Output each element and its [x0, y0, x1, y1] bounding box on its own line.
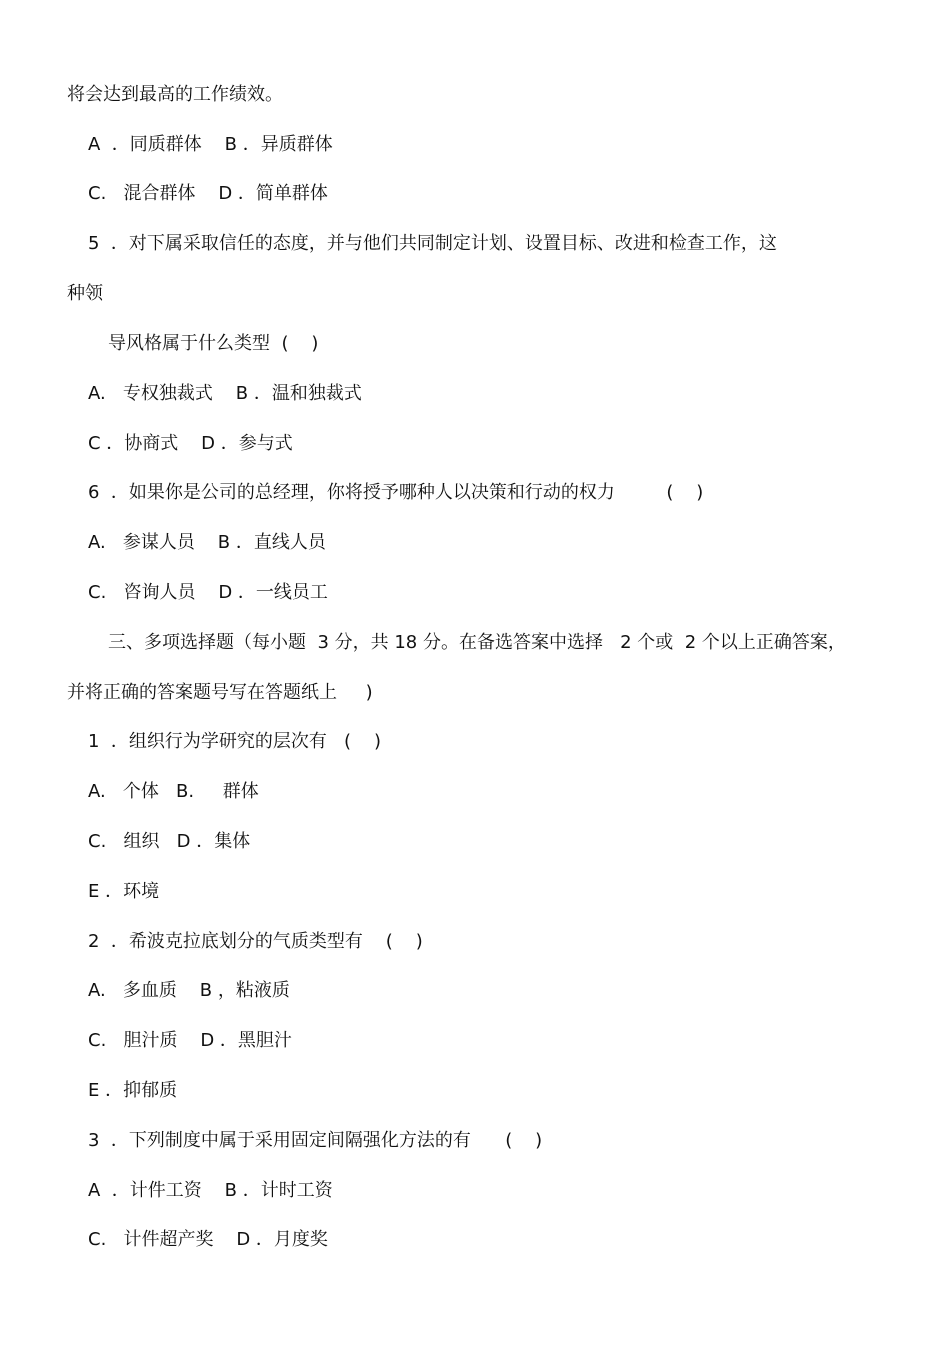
- option-line: C. 胆汁质 D ．黑胆汁: [88, 1030, 292, 1051]
- option-line: C. 计件超产奖 D ．月度奖: [88, 1229, 328, 1250]
- option-line: E ．环境: [88, 881, 160, 902]
- option-line: A ．计件工资 B ．计时工资: [88, 1180, 333, 1201]
- text-line: 并将正确的答案题号写在答题纸上 ): [67, 682, 373, 703]
- question-line: 3 ．下列制度中属于采用固定间隔强化方法的有 ( ): [88, 1130, 543, 1151]
- option-line: C. 混合群体 D ．简单群体: [88, 183, 328, 204]
- option-line: A ．同质群体 B ．异质群体: [88, 134, 333, 155]
- question-line: 1 ．组织行为学研究的层次有 ( ): [88, 731, 381, 752]
- option-line: A. 参谋人员 B ．直线人员: [88, 532, 326, 553]
- option-line: A. 个体 B. 群体: [88, 781, 259, 802]
- option-line: A. 多血质 B ，粘液质: [88, 980, 290, 1001]
- section-heading: 三、多项选择题（每小题 3 分，共 18 分。在备选答案中选择 2 个或 2 个以上正确答案，: [108, 632, 846, 653]
- option-line: C. 组织 D ．集体: [88, 831, 251, 852]
- question-line: 5 ．对下属采取信任的态度，并与他们共同制定计划、设置目标、改进和检查工作，这: [88, 233, 777, 254]
- text-line: 种领: [67, 283, 103, 304]
- option-line: C. 咨询人员 D ．一线员工: [88, 582, 328, 603]
- option-line: A. 专权独裁式 B ．温和独裁式: [88, 383, 362, 404]
- text-line: 将会达到最高的工作绩效。: [67, 84, 283, 105]
- question-line: 6 ．如果你是公司的总经理，你将授予哪种人以决策和行动的权力 ( ): [88, 482, 704, 503]
- question-line: 2 ．希波克拉底划分的气质类型有 ( ): [88, 931, 423, 952]
- option-line: C ．协商式 D ．参与式: [88, 433, 293, 454]
- option-line: E ．抑郁质: [88, 1080, 178, 1101]
- text-line: 导风格属于什么类型 ( ): [108, 333, 319, 354]
